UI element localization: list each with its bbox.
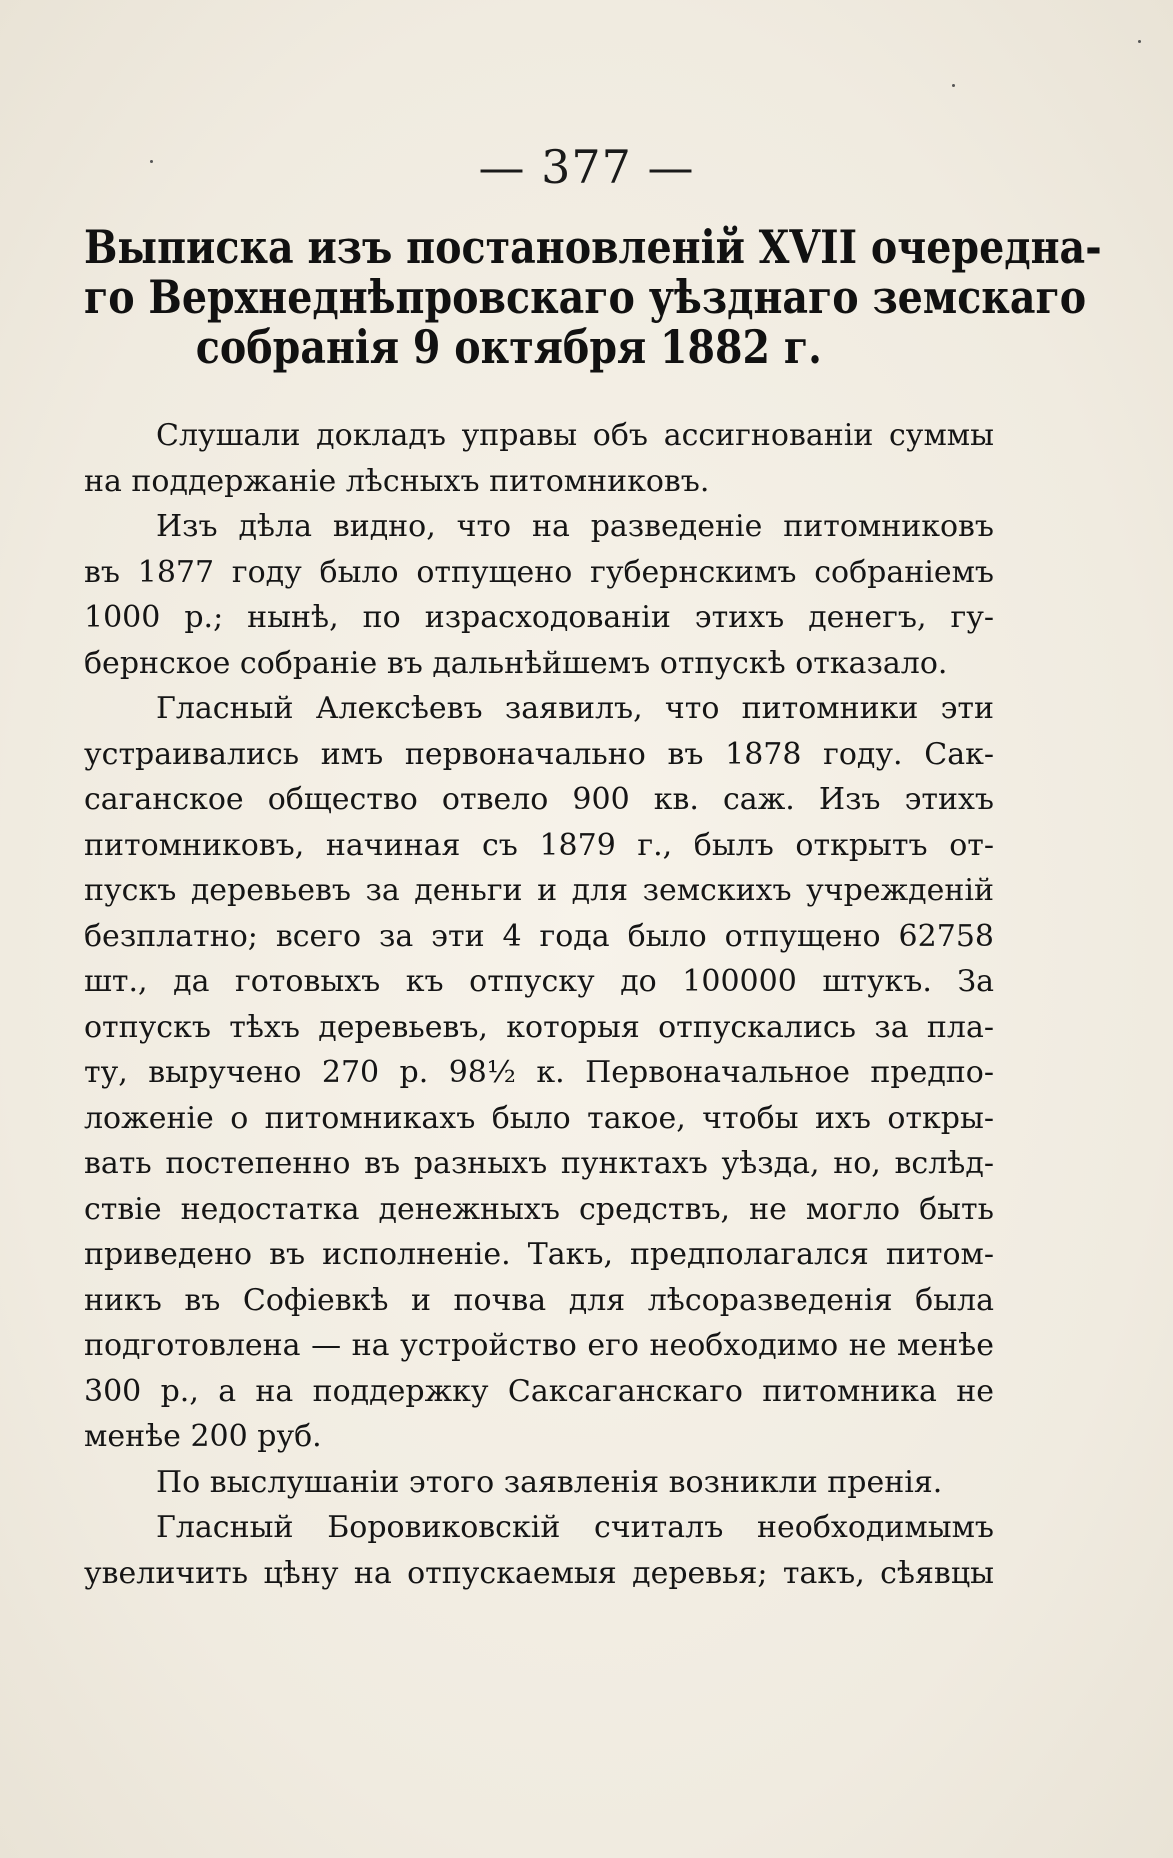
- title-line: Выписка изъ постановленій XVII очередна-: [84, 220, 1102, 274]
- text-line: на поддержаніе лѣсныхъ питомниковъ.: [84, 463, 710, 499]
- text-line: ложеніе о питомникахъ было такое, чтобы ихъ откры-: [84, 1100, 994, 1136]
- text-line: Гласный Боровиковскій считалъ необходимымъ: [156, 1510, 994, 1545]
- text-line: отпускъ тѣхъ деревьевъ, которыя отпускались за пла-: [84, 1009, 994, 1045]
- text-line: питомниковъ, начиная съ 1879 г., былъ открытъ от-: [84, 827, 994, 863]
- text-line: Изъ дѣла видно, что на разведеніе питомниковъ: [156, 509, 994, 544]
- text-line: Гласный Алексѣевъ заявилъ, что питомники эти: [156, 691, 994, 726]
- print-speck: [952, 84, 955, 87]
- text-line: менѣе 200 руб.: [84, 1419, 322, 1454]
- text-line: 300 р., а на поддержку Саксаганскаго питомника не: [84, 1373, 994, 1409]
- text-line: шт., да готовыхъ къ отпуску до 100000 штукъ. За: [84, 964, 994, 999]
- text-line: въ 1877 году было отпущено губернскимъ собраніемъ: [84, 554, 994, 590]
- text-line: бернское собраніе въ дальнѣйшемъ отпускѣ отказало.: [84, 645, 948, 681]
- text-line: подготовлена — на устройство его необходимо не менѣе: [84, 1328, 994, 1363]
- text-line: никъ въ Софіевкѣ и почва для лѣсоразведенія была: [84, 1282, 994, 1318]
- text-line: ствіе недостатка денежныхъ средствъ, не могло быть: [84, 1191, 994, 1227]
- document-title: [84, 220, 1102, 374]
- text-line: ту, выручено 270 р. 98½ к. Первоначальное предпо-: [84, 1055, 994, 1090]
- text-line: устраивались имъ первоначально въ 1878 году. Сак-: [84, 736, 994, 772]
- text-line: саганское общество отвело 900 кв. саж. Изъ этихъ: [84, 782, 994, 817]
- text-line: 1000 р.; нынѣ, по израсходованіи этихъ денегъ, гу-: [84, 600, 994, 635]
- print-speck: [1138, 40, 1141, 43]
- text-line: вать постепенно въ разныхъ пунктахъ уѣзда, но, вслѣд-: [84, 1146, 994, 1181]
- text-line: увеличить цѣну на отпускаемыя деревья; такъ, сѣявцы: [84, 1555, 994, 1591]
- page-number: — 377 —: [478, 140, 695, 194]
- title-line: собранія 9 октября 1882 г.: [195, 320, 822, 374]
- text-line: Слушали докладъ управы объ ассигнованіи суммы: [156, 418, 994, 453]
- title-line: го Верхнеднѣпровскаго уѣзднаго земскаго: [84, 270, 1087, 324]
- text-line: По выслушаніи этого заявленія возникли пренія.: [156, 1464, 943, 1500]
- text-line: приведено въ исполненіе. Такъ, предполагался питом-: [84, 1237, 994, 1272]
- document-body: [84, 413, 994, 1596]
- text-line: безплатно; всего за эти 4 года было отпущено 62758: [84, 918, 994, 954]
- text-line: пускъ деревьевъ за деньги и для земскихъ учрежденій: [84, 873, 994, 908]
